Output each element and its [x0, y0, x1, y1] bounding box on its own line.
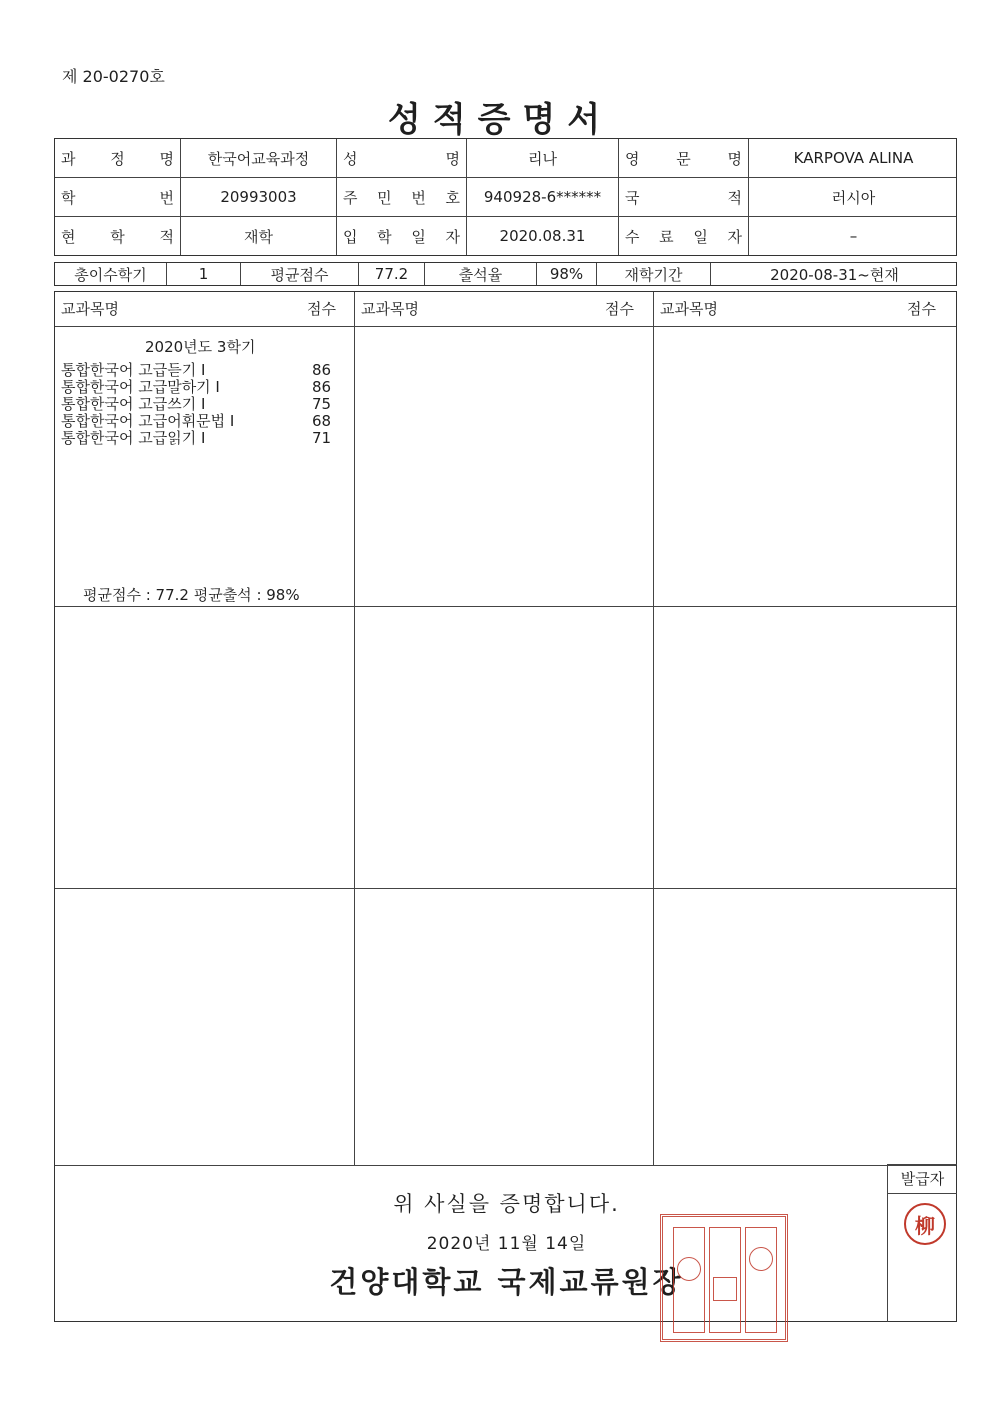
info-row-2 [55, 178, 956, 217]
name-value: 리나 [467, 139, 619, 177]
grade-grid [54, 291, 957, 1322]
info-row-1 [55, 139, 956, 178]
course-name: 통합한국어 고급말하기 I [61, 378, 220, 396]
complete-label: 수 료 일 자 [619, 217, 749, 255]
avg-label: 평균점수 [241, 263, 359, 285]
semester-heading: 2020년도 3학기 [145, 338, 256, 356]
nation-label: 국 적 [619, 178, 749, 216]
certification-statement: 위 사실을 증명합니다. [393, 1192, 620, 1216]
col1-subject-header: 교과목명 [61, 300, 119, 318]
personal-seal-icon: 柳 [904, 1203, 946, 1245]
col2-subject-header: 교과목명 [361, 300, 419, 318]
semesters-value: 1 [167, 263, 241, 285]
col2-score-header: 점수 [605, 300, 634, 318]
status-label: 현 학 적 [55, 217, 181, 255]
course-score: 86 [312, 378, 332, 396]
rrn-value: 940928-6****** [467, 178, 619, 216]
student-info-table [54, 138, 957, 256]
summary-bar [54, 262, 957, 286]
attend-value: 98% [537, 263, 597, 285]
issuer-box-label: 발급자 [888, 1165, 957, 1194]
course-label: 과 정 명 [55, 139, 181, 177]
certification-date: 2020년 11월 14일 [426, 1234, 587, 1254]
id-value: 20993003 [181, 178, 337, 216]
rrn-label: 주 민 번 호 [337, 178, 467, 216]
course-score: 68 [312, 412, 332, 430]
period-value: 2020-08-31~현재 [770, 265, 899, 284]
eng-name-value: KARPOVA ALINA [793, 149, 914, 167]
entry-value: 2020.08.31 [467, 217, 619, 255]
col3-score-header: 점수 [907, 300, 936, 318]
course-score: 86 [312, 361, 332, 379]
course-value: 한국어교육과정 [181, 139, 337, 177]
course-name: 통합한국어 고급어휘문법 I [61, 412, 235, 430]
name-label: 성 명 [337, 139, 467, 177]
average-line: 평균점수 : 77.2 평균출석 : 98% [83, 586, 300, 604]
eng-name-label: 영 문 명 [619, 139, 749, 177]
id-label: 학 번 [55, 178, 181, 216]
semesters-label: 총이수학기 [55, 263, 167, 285]
info-row-3 [55, 217, 956, 255]
nation-value: 러시아 [831, 188, 876, 207]
issuer-box [887, 1164, 957, 1322]
course-score: 71 [312, 429, 332, 447]
col1-score-header: 점수 [307, 300, 336, 318]
entry-label: 입 학 일 자 [337, 217, 467, 255]
col3-subject-header: 교과목명 [660, 300, 718, 318]
course-name: 통합한국어 고급쓰기 I [61, 395, 206, 413]
course-score: 75 [312, 395, 332, 413]
issuer-name: 건양대학교 국제교류원장 [329, 1265, 684, 1299]
document-title: 성적증명서 [387, 100, 613, 140]
course-name: 통합한국어 고급듣기 I [61, 361, 206, 379]
avg-value: 77.2 [359, 263, 425, 285]
status-value: 재학 [181, 217, 337, 255]
official-seal-icon [660, 1214, 788, 1342]
period-label: 재학기간 [597, 263, 711, 285]
document-number: 제 20-0270호 [62, 67, 165, 86]
course-name: 통합한국어 고급읽기 I [61, 429, 206, 447]
attend-label: 출석율 [425, 263, 537, 285]
complete-value: – [849, 227, 858, 245]
